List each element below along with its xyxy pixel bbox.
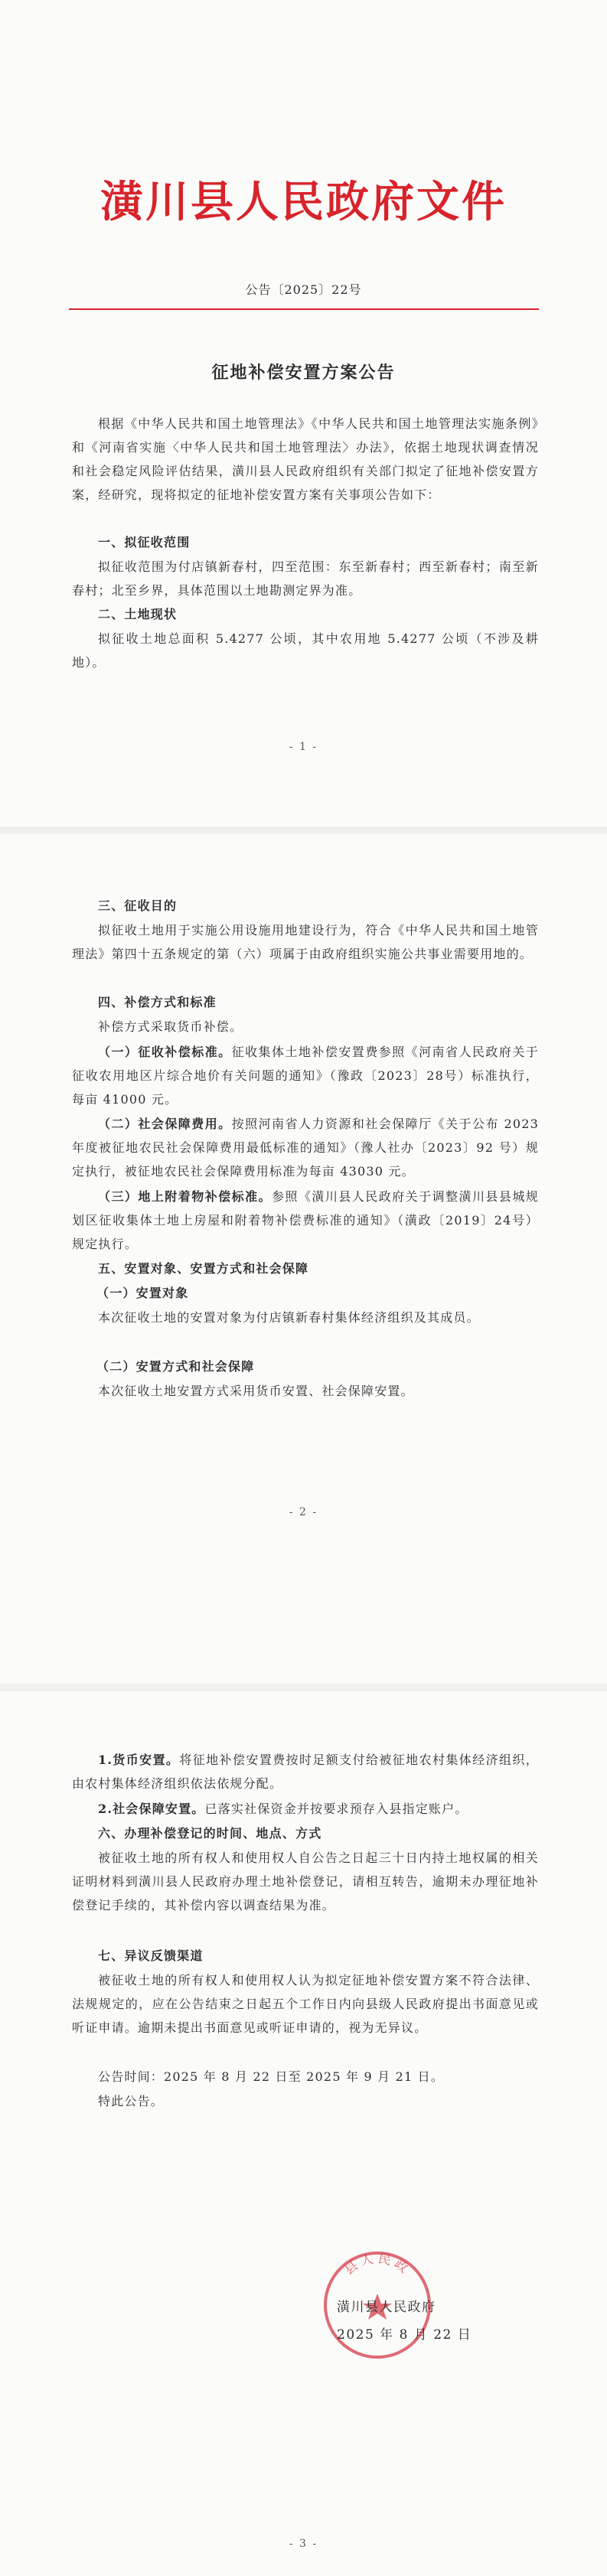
monetary-text: 将征地补偿安置费按时足额支付给被征地农村集体经济组织，由农村集体经济组织依法依规分配。: [72, 1753, 539, 1791]
section-4-heading: 四、补偿方式和标准: [98, 995, 217, 1009]
page-3: [0, 1691, 607, 2576]
section-5-sub-a-text: 本次征收土地的安置对象为付店镇新春村集体经济组织及其成员。: [98, 1310, 480, 1325]
notice-closing: 特此公告。: [98, 2094, 165, 2108]
section-4-lead: 补偿方式采取货币补偿。: [98, 1019, 243, 1034]
section-5-heading: 五、安置对象、安置方式和社会保障: [98, 1261, 309, 1276]
item-1-text: 征收集体土地补偿安置费参照《河南省人民政府关于征收农用地区片综合地价有关问题的通知》（豫政〔2023〕28号）标准执行，每亩 41000 元。: [72, 1045, 539, 1107]
monetary-label: 1.货币安置。: [98, 1753, 180, 1767]
section-4-item-2: [72, 1112, 539, 1183]
signature-date: 2025 年 8 月 22 日: [337, 2327, 472, 2343]
item-3-text: 参照《潢川县人民政府关于调整潢川县县城规划区征收集体土地上房屋和附着物补偿费标准的通知》（潢政〔2019〕24号）规定执行。: [72, 1189, 539, 1251]
section-5-sub-b-text: 本次征收土地安置方式采用货币安置、社会保障安置。: [98, 1384, 414, 1398]
item-2-label: （二）社会保障费用。: [98, 1117, 232, 1131]
section-7-text: 被征收土地的所有权人和使用权人认为拟定征地补偿安置方案不符合法律、法规规定的，应在公告结束之日起五个工作日内向县级人民政府提出书面意见或听证申请。逾期未提出书面意见或听证申请的，视为无异议。: [72, 1973, 539, 2035]
page-gap: [0, 1684, 607, 1691]
settlement-social-security: [72, 1797, 539, 1821]
section-1-heading: 一、拟征收范围: [98, 535, 191, 549]
document-number: 公告〔2025〕22号: [245, 282, 362, 297]
signature-org: 潢川县人民政府: [337, 2300, 436, 2315]
page-number: - 3 -: [289, 2538, 318, 2550]
section-6-text: 被征收土地的所有权人和使用权人自公告之日起三十日内持土地权属的相关证明材料到潢川县人民政府办理土地补偿登记，请相互转告，逾期未办理征地补偿登记手续的，其补偿内容以调查结果为准。: [72, 1850, 539, 1912]
item-3-label: （三）地上附着物补偿标准。: [98, 1189, 272, 1204]
item-1-label: （一）征收补偿标准。: [98, 1045, 232, 1059]
section-4-item-3: [72, 1185, 539, 1256]
social-security-label: 2.社会保障安置。: [98, 1802, 205, 1816]
document-title: 征地补偿安置方案公告: [211, 363, 396, 383]
item-2-text: 按照河南省人力资源和社会保障厅《关于公布 2023 年度被征地农民社会保障费用最低标准的通知》（豫人社办〔2023〕92 号）规定执行，被征地农民社会保障费用标准为每亩 43030 元。: [72, 1117, 539, 1179]
section-4-item-1: [72, 1040, 539, 1111]
page-number: - 2 -: [289, 1506, 318, 1518]
svg-text:县人民政: [341, 2251, 413, 2278]
section-1-text: 拟征收范围为付店镇新春村，四至范围：东至新春村；西至新春村；南至新春村；北至乡界，具体范围以土地勘测定界为准。: [72, 559, 539, 598]
section-5-sub-a: （一）安置对象: [96, 1286, 189, 1300]
document-org-title: 潢川县人民政府文件: [100, 177, 507, 227]
social-security-text: 已落实社保资金并按要求预存入县指定账户。: [204, 1802, 468, 1816]
settlement-monetary: [72, 1748, 539, 1795]
intro-paragraph: 根据《中华人民共和国土地管理法》《中华人民共和国土地管理法实施条例》和《河南省实施〈中华人民共和国土地管理法〉办法》，依据土地现状调查情况和社会稳定风险评估结果，潢川县人民政府组织有关部门拟定了征地补偿安置方案，经研究，现将拟定的征地补偿安置方案有关事项公告如下：: [72, 416, 539, 502]
section-5-sub-b: （二）安置方式和社会保障: [96, 1359, 255, 1374]
page-2: [0, 834, 607, 1684]
section-2-heading: 二、土地现状: [98, 607, 178, 621]
section-6-heading: 六、办理补偿登记的时间、地点、方式: [98, 1826, 322, 1841]
seal-text: 县人民政: [341, 2251, 413, 2278]
page-number: - 1 -: [289, 741, 318, 753]
section-2-text: 拟征收土地总面积 5.4277 公顷，其中农用地 5.4277 公顷（不涉及耕地）。: [72, 631, 539, 670]
section-3-text: 拟征收土地用于实施公用设施用地建设行为，符合《中华人民共和国土地管理法》第四十五条规定的第（六）项属于由政府组织实施公共事业需要用地的。: [72, 923, 539, 961]
notice-period: 公告时间：2025 年 8 月 22 日至 2025 年 9 月 21 日。: [98, 2069, 445, 2084]
section-3-heading: 三、征收目的: [98, 898, 178, 913]
page-gap: [0, 827, 607, 834]
red-divider: [69, 308, 539, 310]
section-7-heading: 七、异议反馈渠道: [98, 1948, 204, 1963]
page-1: [0, 0, 607, 827]
